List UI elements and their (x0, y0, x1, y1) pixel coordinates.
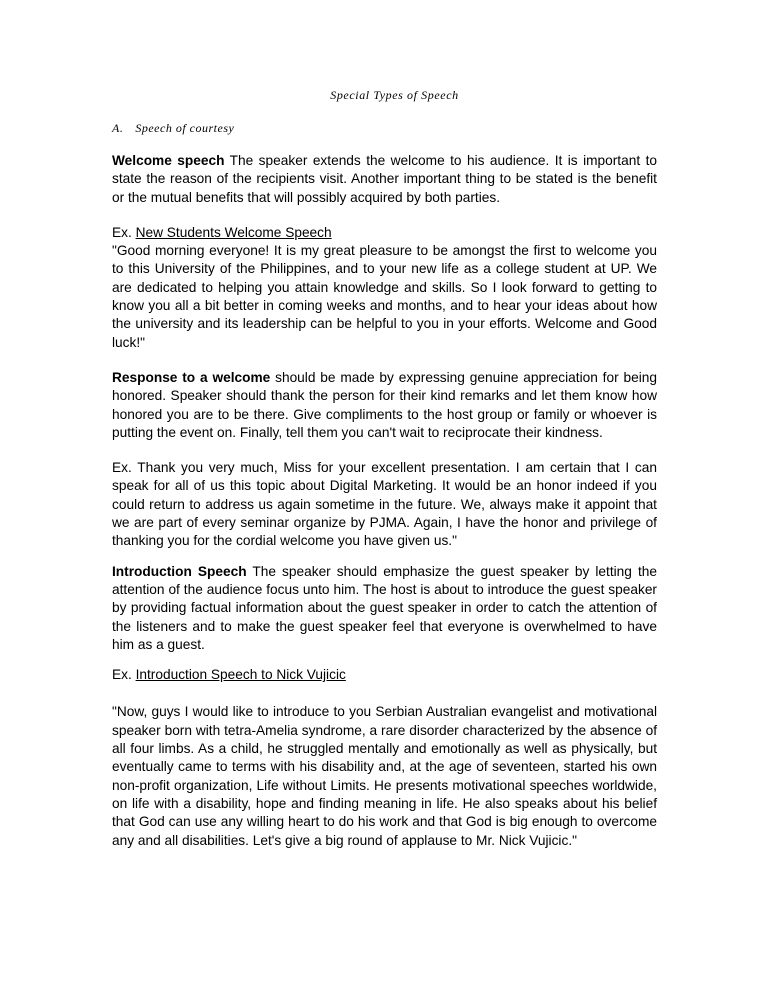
section-title: Speech of courtesy (135, 121, 235, 135)
welcome-example-text: "Good morning everyone! It is my great pleasure to be amongst the first to welcome you to this University of the Philippines, and to your new life as a college student at UP. We are dedicated to helping you attain knowledge and skills. So I look forward to getting to know you all a bit better in coming weeks and months, and to hear your ideas about how the university and its leadership can be helpful to you in your efforts. Welcome and Good luck!" (112, 243, 657, 350)
introduction-example-prefix: Ex. (112, 667, 136, 683)
response-definition: should be made by expressing genuine appreciation for being honored. Speaker should thank the person for their kind remarks and let them know how honored you are to be there. Give compliments to the host group or family or whoever is putting the event on. Finally, tell them you can't wait to reciprocate their kindness. (112, 369, 657, 440)
welcome-speech-term: Welcome speech (112, 153, 225, 168)
welcome-example-prefix: Ex. (112, 224, 136, 240)
section-label: A. (112, 121, 124, 135)
response-term: Response to a welcome (112, 369, 271, 385)
introduction-example-heading (112, 666, 657, 684)
document-title: Special Types of Speech (330, 88, 459, 102)
introduction-speech-paragraph (112, 563, 657, 654)
introduction-speech-term: Introduction Speech (112, 563, 247, 579)
introduction-example-title: Introduction Speech to Nick Vujicic (135, 667, 346, 683)
welcome-speech-paragraph (112, 152, 657, 207)
section-heading (112, 121, 657, 136)
response-paragraph (112, 369, 657, 442)
introduction-speech-definition: The speaker should emphasize the guest speaker by letting the attention of the audience focus unto him. The host is about to introduce the guest speaker by providing factual information about the guest speaker in order to catch the attention of the listeners and to make the guest speaker feel that everyone is overwhelmed to have him as a guest. (112, 563, 657, 652)
welcome-example-heading (112, 224, 657, 242)
welcome-speech-definition: The speaker extends the welcome to his audience. It is important to state the reason of the recipients visit. Another important thing to be stated is the benefit or the mutual benefits that will possibly acquired by both parties. (112, 153, 657, 205)
document-page (112, 88, 657, 850)
welcome-example-title: New Students Welcome Speech (135, 224, 332, 240)
introduction-example-text: "Now, guys I would like to introduce to you Serbian Australian evangelist and motivational speaker born with tetra-Amelia syndrome, a rare disorder characterized by the absence of all four limbs. As a child, he struggled mentally and emotionally as well as physically, but eventually came to terms with his disability and, at the age of seventeen, started his own non-profit organization, Life without Limits. He presents motivational speeches worldwide, on life with a disability, hope and finding meaning in life. He also speaks about his belief that God can use any willing heart to do his work and that God is big enough to overcome any and all disabilities. Let's give a big round of applause to Mr. Nick Vujicic." (112, 704, 657, 848)
response-example-text: Ex. Thank you very much, Miss for your excellent presentation. I am certain that I can speak for all of us this topic about Digital Marketing. It would be an honor indeed if you could return to address us again sometime in the future. We, always make it appoint that we are part of every seminar organize by PJMA. Again, I have the honor and privilege of thanking you for the cordial welcome you have given us." (112, 460, 657, 549)
